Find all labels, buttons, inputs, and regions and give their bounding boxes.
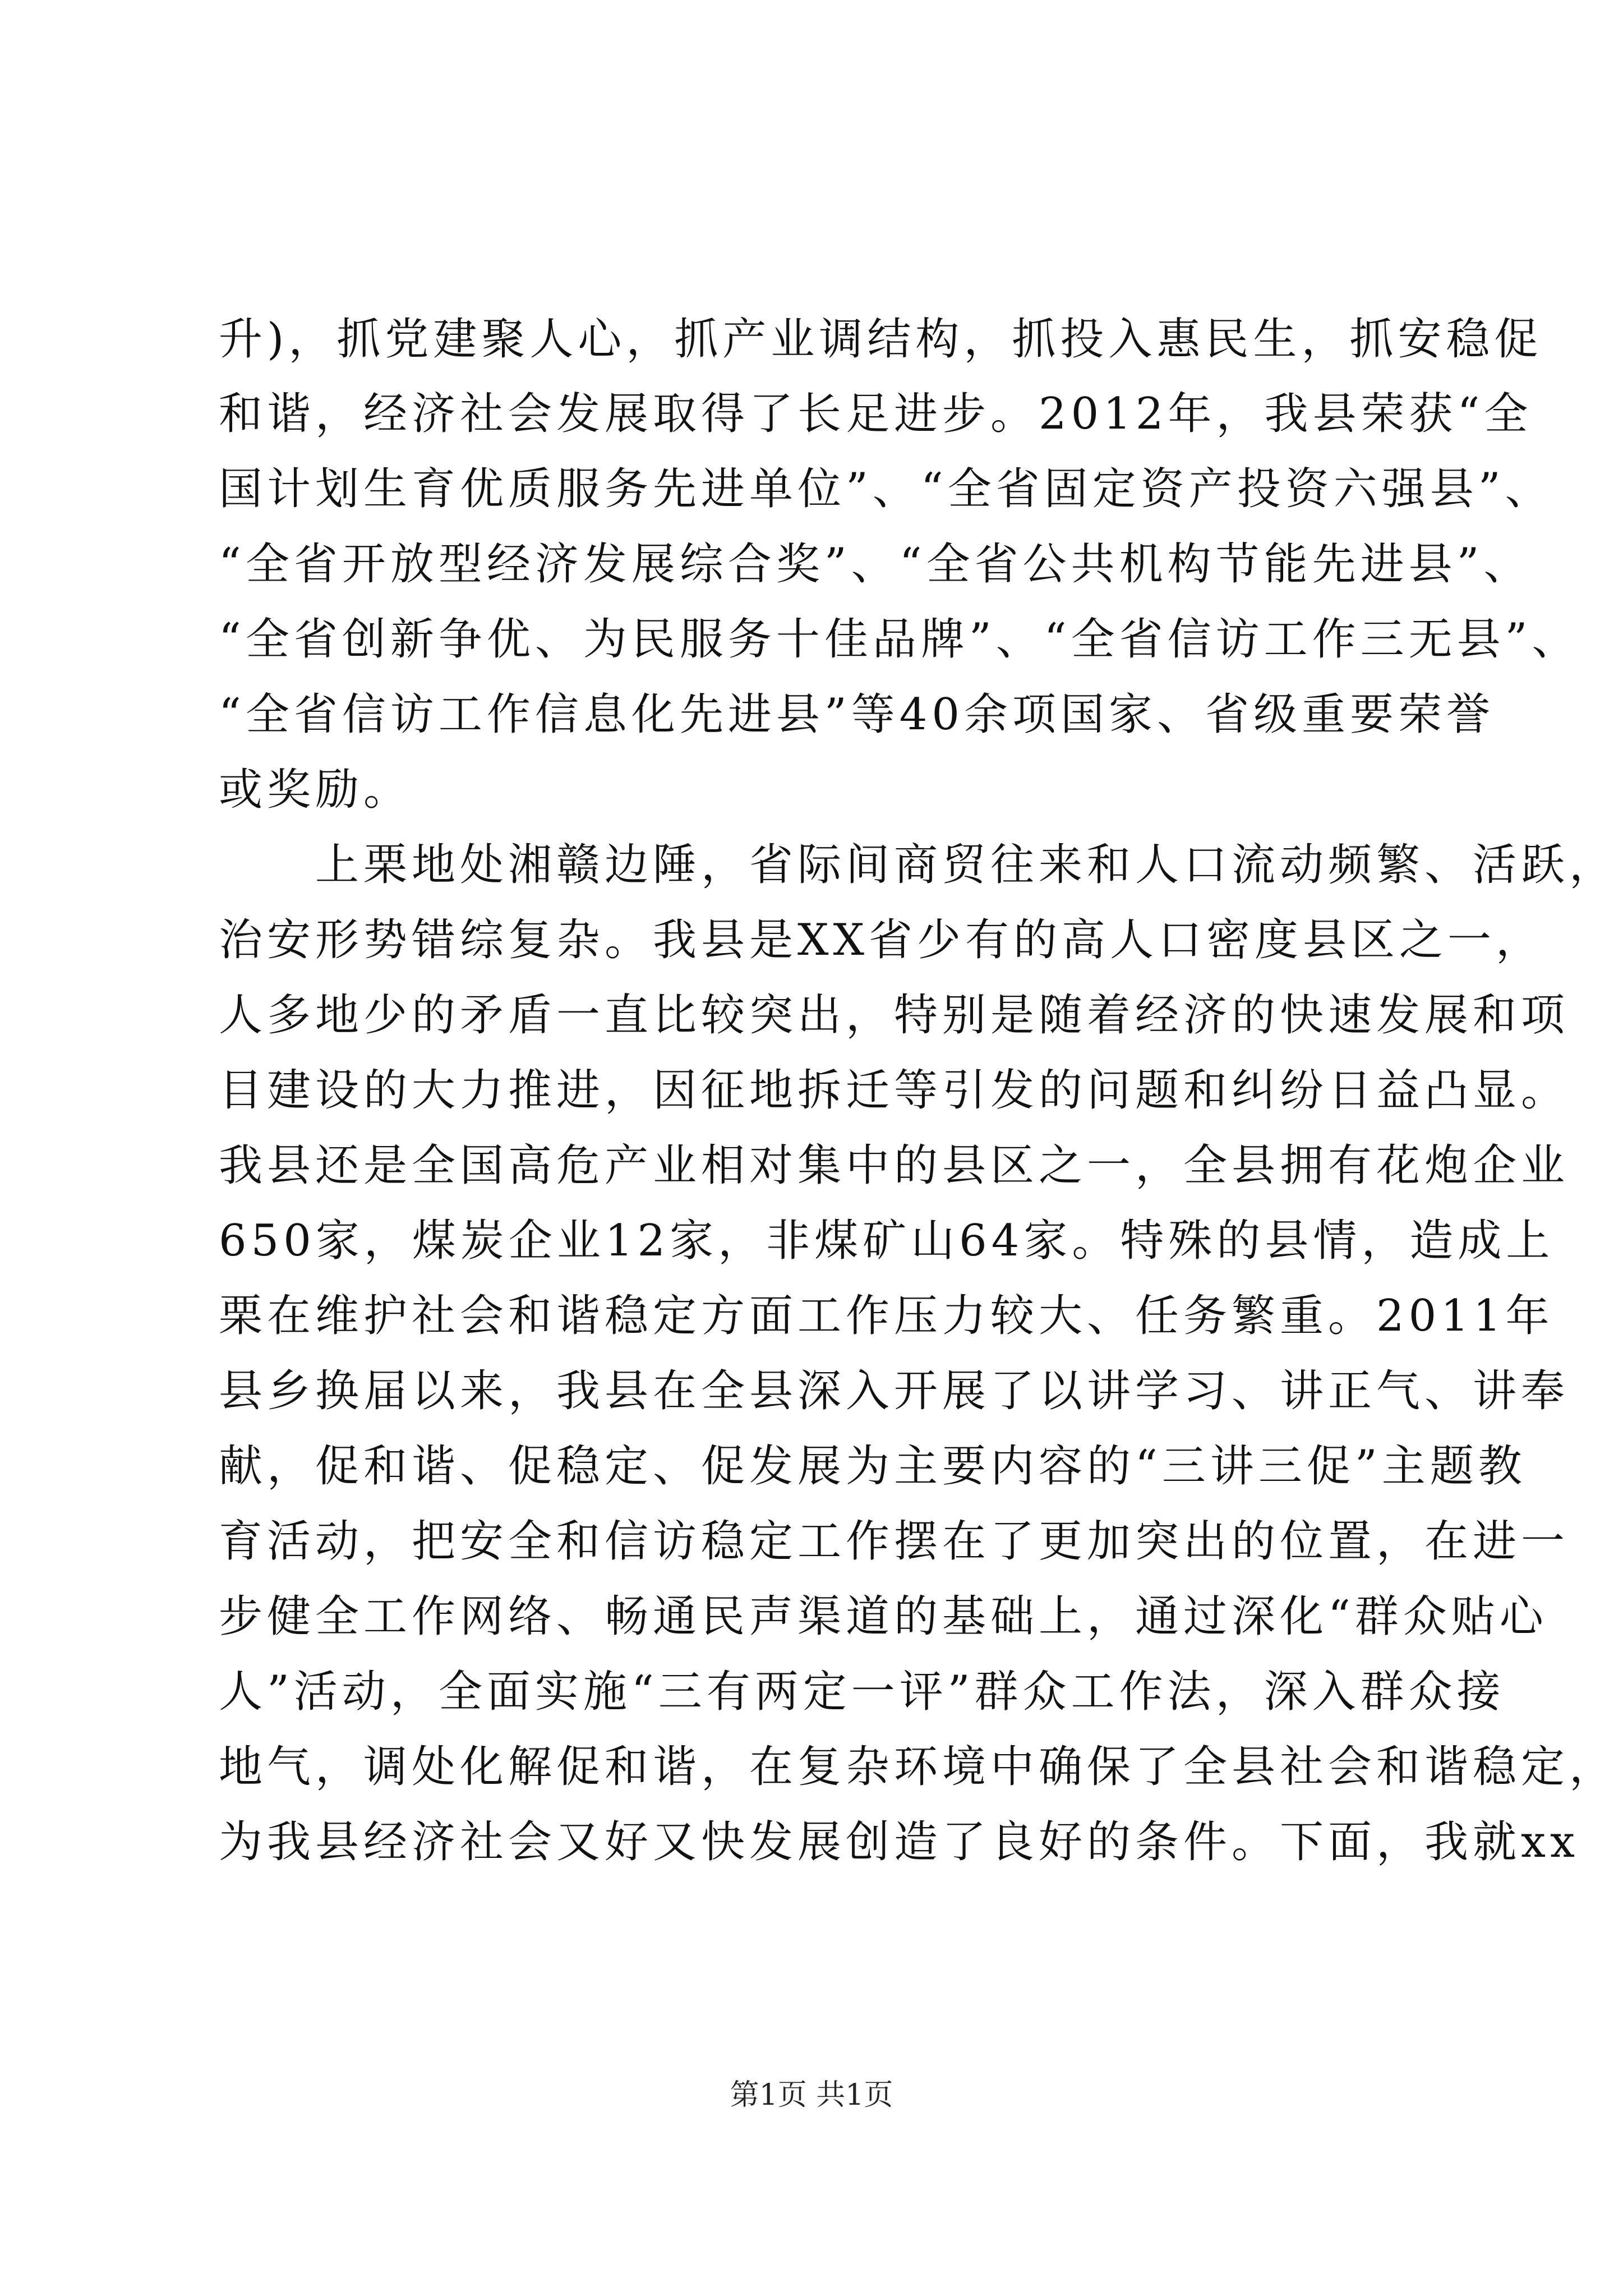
text-line: 步健全工作网络、畅通民声渠道的基础上，通过深化“群众贴心 [219,1591,1548,1642]
text-line: 升)，抓党建聚人心，抓产业调结构，抓投入惠民生，抓安稳促 [219,314,1543,365]
text-line: 地气，调处化解促和谐，在复杂环境中确保了全县社会和谐稳定， [219,1742,1618,1792]
text-line: 我县还是全国高危产业相对集中的县区之一，全县拥有花炮企业 [219,1140,1570,1191]
text-line: 或奖励。 [219,765,412,815]
text-line: “全省信访工作信息化先进县”等40余项国家、省级重要荣誉 [219,689,1495,740]
text-line: 栗在维护社会和谐稳定方面工作压力较大、任务繁重。2011年 [219,1291,1554,1341]
text-line: 650家，煤炭企业12家，非煤矿山64家。特殊的县情，造成上 [219,1216,1555,1266]
text-line: 治安形势错综复杂。我县是XX省少有的高人口密度县区之一， [219,915,1544,965]
text-line: 目建设的大力推进，因征地拆迁等引发的问题和纠纷日益凸显。 [219,1065,1570,1116]
page-footer: 第1页 共1页 [730,2078,893,2112]
text-line: 县乡换届以来，我县在全县深入开展了以讲学习、讲正气、讲奉 [219,1366,1570,1416]
text-line: “全省开放型经济发展综合奖”、“全省公共机构节能先进县”、 [219,539,1532,590]
text-line: 国计划生育优质服务先进单位”、“全省固定资产投资六强县”、 [219,464,1553,514]
text-line: 育活动，把安全和信访稳定工作摆在了更加突出的位置，在进一 [219,1516,1570,1567]
text-line: 和谐，经济社会发展取得了长足进步。2012年，我县荣获“全 [219,389,1533,439]
text-line: 为我县经济社会又好又快发展创造了良好的条件。下面，我就xx [219,1817,1579,1867]
text-line: 人多地少的矛盾一直比较突出，特别是随着经济的快速发展和项 [219,990,1570,1041]
text-line: “全省创新争优、为民服务十佳品牌”、“全省信访工作三无县”、 [219,614,1580,665]
text-line: 上栗地处湘赣边陲，省际间商贸往来和人口流动频繁、活跃， [219,840,1618,890]
text-line: 献，促和谐、促稳定、促发展为主要内容的“三讲三促”主题教 [219,1441,1527,1492]
text-line: 人”活动，全面实施“三有两定一评”群众工作法，深入群众接 [219,1667,1505,1717]
